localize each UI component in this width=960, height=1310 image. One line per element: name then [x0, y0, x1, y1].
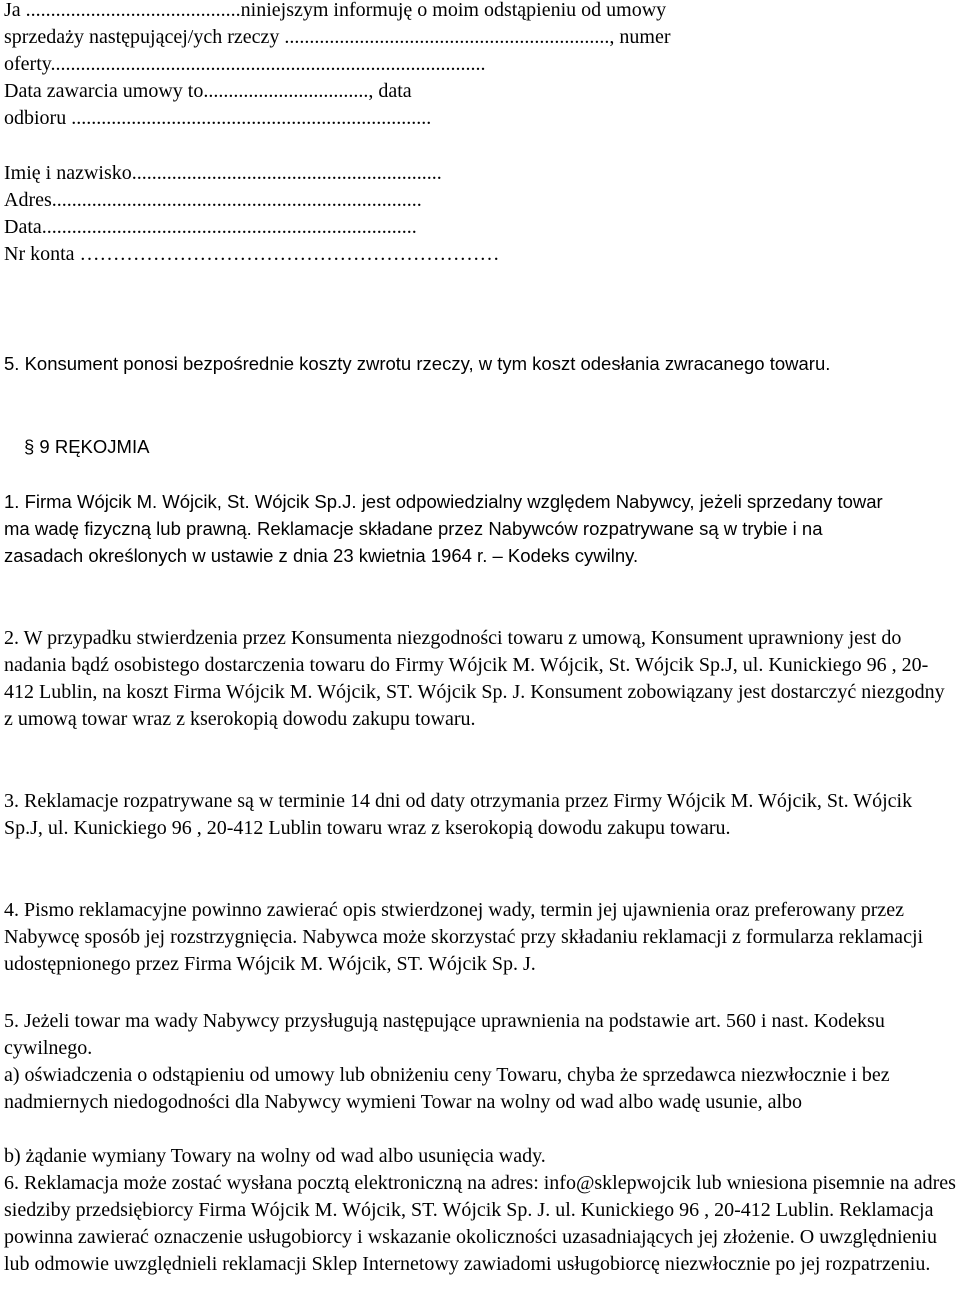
return-cost-paragraph: 5. Konsument ponosi bezpośrednie koszty zwrotu rzeczy, w tym koszt odesłania zwracanego towaru.	[4, 353, 831, 374]
warranty-paragraph-3: 3. Reklamacje rozpatrywane są w terminie 14 dni od daty otrzymania przez Firmy Wójcik M. Wójcik, St. Wójcik Sp.J, ul. Kunickiego 96 , 20-412 Lublin towaru wraz z kserokopią dowodu zakupu towaru.	[4, 790, 913, 839]
form-line-3: oferty.......................................................................................	[4, 53, 486, 75]
form-line-5: odbioru ........................................................................	[4, 107, 432, 129]
form-line-4: Data zawarcia umowy to................................., data	[4, 80, 412, 102]
section-heading-rekojmia: § 9 RĘKOJMIA	[24, 436, 150, 457]
warranty-paragraph-4: 4. Pismo reklamacyjne powinno zawierać opis stwierdzonej wady, termin jej ujawnienia oraz preferowany przez Nabywcę sposób jej rozstrzygnięcia. Nabywca może skorzystać przy składaniu reklamacji z formularza reklamacji udostępnionego przez Firma Wójcik M. Wójcik, ST. Wójcik Sp. J.	[4, 899, 924, 975]
date-field-line: Data...........................................................................	[4, 216, 417, 238]
name-field-line: Imię i nazwisko..............................................................	[4, 162, 442, 184]
address-field-line: Adres..........................................................................	[4, 189, 422, 211]
complaints-legal-basis-text: Reklamacje składane przez Nabywców rozpatrywane są w trybie i na zasadach określonych w ustawie z dnia 23 kwietnia 1964 r. – Kodeks cywilny.	[4, 518, 823, 566]
warranty-option-a: a) oświadczenia o odstąpieniu od umowy lub obniżeniu ceny Towaru, chyba że sprzedawca niezwłocznie i bez nadmiernych niedogodności dla Nabywcy wymieni Towar na wolny od wad albo wadę usunie, albo	[4, 1064, 890, 1113]
warranty-paragraph-6: 6. Reklamacja może zostać wysłana pocztą elektroniczną na adres: info@sklepwojcik lub wniesiona pisemnie na adres siedziby przedsiębiorcy Firma Wójcik M. Wójcik, ST. Wójcik Sp. J. ul. Kunickiego 96 , 20-412 Lublin. Reklamacja powinna zawierać oznaczenie usługobiorcy i wskazanie okoliczności uzasadniających jej złożenie. O uwzględnieniu lub odmowie uwzględnieli reklamacji Sklep Internetowy zawiadomi usługobiorcę niezwłocznie po jej rozpatrzeniu.	[4, 1172, 956, 1275]
warranty-paragraph-2: 2. W przypadku stwierdzenia przez Konsumenta niezgodności towaru z umową, Konsument uprawniony jest do nadania bądź osobistego dostarczenia towaru do Firmy Wójcik M. Wójcik, St. Wójcik Sp.J, ul. Kunickiego 96 , 20-412 Lublin, na koszt Firma Wójcik M. Wójcik, ST. Wójcik Sp. J. Konsument zobowiązany jest dostarczyć niezgodny z umową towar wraz z kserokopią dowodu zakupu towaru.	[4, 627, 945, 730]
warranty-liability-text: 1. Firma Wójcik M. Wójcik, St. Wójcik Sp.J. jest odpowiedzialny względem Nabywcy, jeżeli sprzedany towar ma wadę fizyczną lub prawną.	[4, 491, 883, 539]
form-line-1: Ja ...........................................niniejszym informuję o moim odstąpieniu od umowy	[4, 0, 667, 21]
warranty-paragraph-5: 5. Jeżeli towar ma wady Nabywcy przysługują następujące uprawnienia na podstawie art. 560 i nast. Kodeksu cywilnego.	[4, 1010, 885, 1059]
account-number-line: Nr konta ………………………………………………………	[4, 243, 500, 265]
warranty-option-b: b) żądanie wymiany Towary na wolny od wad albo usunięcia wady.	[4, 1145, 546, 1167]
warranty-paragraph-1	[4, 488, 904, 569]
form-line-2: sprzedaży następującej/ych rzeczy ................................................................., numer	[4, 26, 671, 48]
